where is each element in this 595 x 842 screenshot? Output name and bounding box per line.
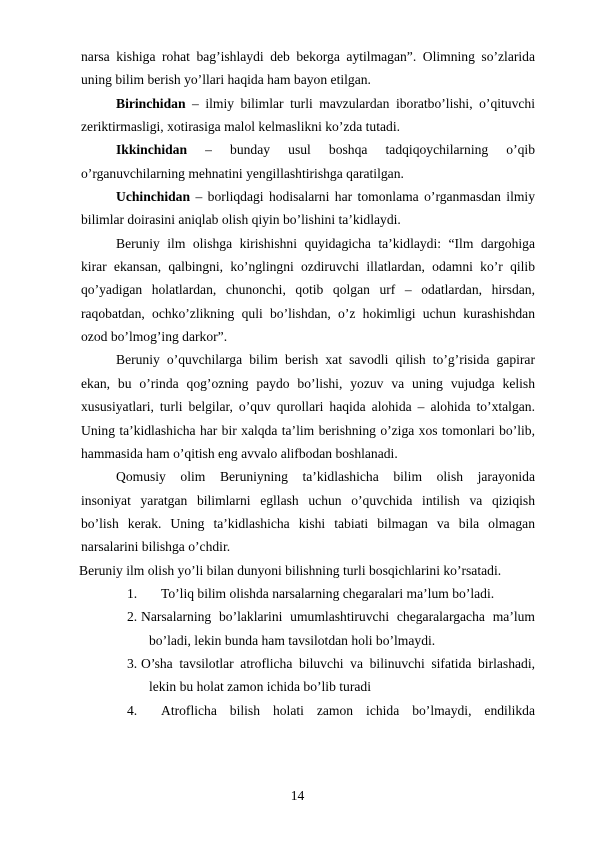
list-item: 2. Narsalarning bo’laklarini umumlashtiruvchi chegaralargacha ma’lum bbox=[81, 605, 535, 628]
list-number: 1. bbox=[127, 585, 138, 601]
list-item: 3. O’sha tavsilotlar atroflicha biluvchi va bilinuvchi sifatida birlashadi, bbox=[81, 652, 535, 675]
list-item: 1. To’liq bilim olishda narsalarning chegaralari ma’lum bo’ladi. bbox=[81, 582, 535, 605]
list-item-continuation: lekin bu holat zamon ichida bo’lib turadi bbox=[149, 679, 371, 695]
text-line: ozod bo’lmog’ing darkor”. bbox=[81, 329, 228, 345]
body-text bbox=[81, 45, 535, 722]
text-line: insoniyat yaratgan bilimlarni egllash uchun o’quvchida intilish va qiziqish bbox=[81, 492, 535, 508]
bold-term: Birinchidan bbox=[116, 95, 186, 111]
text-line: ekan, bu o’rinda qog’ozning paydo bo’lishi, yozuv va uning vujudga kelish bbox=[81, 375, 535, 391]
list-number: 3. bbox=[127, 655, 138, 671]
text-line: Uning ta’kidlashicha har bir xalqda ta’lim berishning o’ziga xos tomonlari bo’lib, bbox=[81, 422, 535, 438]
text-line: bo’lish kerak. Uning ta’kidlashicha kishi tabiati bilmagan va bila olmagan bbox=[81, 515, 535, 531]
list-item: 4. Atroflicha bilish holati zamon ichida bo’lmaydi, endilikda bbox=[81, 699, 535, 722]
bold-term: Uchinchidan bbox=[116, 189, 191, 205]
text-line: narsalarini bilishga o’chdir. bbox=[81, 539, 231, 555]
paragraph-birinchidan: Birinchidan – ilmiy bilimlar turli mavzulardan iboratbo’lishi, o’qituvchi bbox=[116, 95, 535, 111]
list-number: 2. bbox=[127, 609, 138, 625]
text-line: Qomusiy olim Beruniyning ta’kidlashicha bilim olish jarayonida bbox=[116, 469, 535, 485]
text-line: bilimlar doirasini aniqlab olish qiyin bo’lishini ta’kidlaydi. bbox=[81, 212, 401, 228]
paragraph-uchinchidan: Uchinchidan – borliqdagi hodisalarni har tomonlama o’rganmasdan ilmiy bbox=[116, 189, 535, 205]
text-line: Beruniy o’quvchilarga bilim berish xat savodli qilish to’g’risida gapirar bbox=[116, 352, 535, 368]
text-line: xususiyatlari, turli belgilar, o’quv qurollari haqida alohida – alohida to’xtalgan. bbox=[81, 399, 535, 415]
text-line: narsa kishiga rohat bag’ishlaydi deb bekorga aytilmagan”. Olimning so’zlarida bbox=[81, 49, 535, 64]
text-line: raqobatdan, ochko’zlikning quli bo’lishdan, o’z hokimligi uchun kurashishdan bbox=[81, 305, 535, 321]
page-number: 14 bbox=[290, 788, 305, 803]
text-line: Beruniy ilm olish yo’li bilan dunyoni bilishning turli bosqichlarini ko’rsatadi. bbox=[79, 562, 502, 578]
text-line: kirar ekansan, qalbingni, ko’nglingni ozdiruvchi illatlardan, odamni ko’r qilib bbox=[81, 259, 535, 275]
text-line: o’rganuvchilarning mehnatini yengillashtirishga qaratilgan. bbox=[81, 165, 404, 181]
text-line: Beruniy ilm olishga kirishishni quyidagicha ta’kidlaydi: “Ilm dargohiga bbox=[116, 235, 535, 251]
text-line: qo’yadigan holatlardan, chunonchi, qotib qolgan urf – odatlardan, hirsdan, bbox=[81, 282, 535, 298]
list-number: 4. bbox=[127, 702, 138, 718]
text-line: zeriktirmasligi, xotirasiga malol kelmaslikni ko’zda tutadi. bbox=[81, 119, 400, 135]
text-line: uning bilim berish yo’llari haqida ham bayon etilgan. bbox=[81, 72, 371, 88]
paragraph-ikkinchidan: Ikkinchidan – bunday usul boshqa tadqiqoychilarning o’qib bbox=[116, 142, 535, 158]
bold-term: Ikkinchidan bbox=[116, 142, 188, 158]
text-line: hammasida ham o’qitish eng avvalo alifbodan boshlanadi. bbox=[81, 445, 398, 461]
list-item-continuation: bo’ladi, lekin bunda ham tavsilotdan holi bo’lmaydi. bbox=[149, 632, 436, 648]
